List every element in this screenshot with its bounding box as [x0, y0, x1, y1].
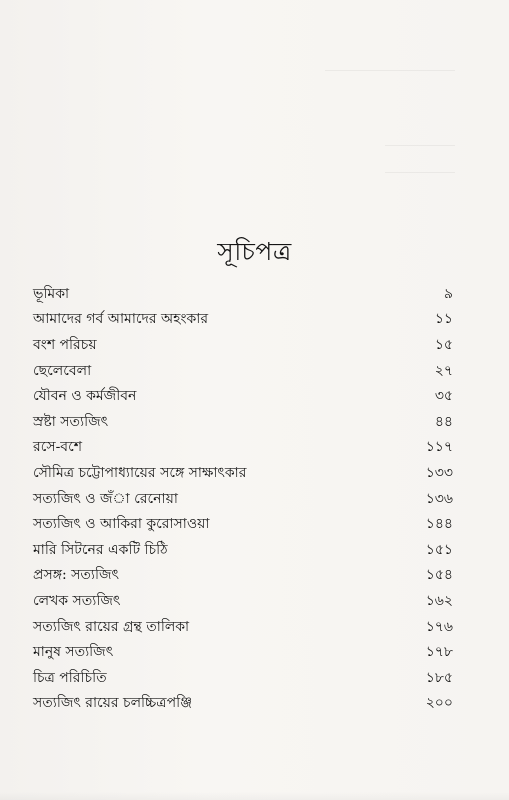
toc-entry-page-number: ১৭৮: [425, 644, 453, 661]
toc-entry-title: সত্যজিৎ রায়ের চলচ্চিত্রপঞ্জি: [33, 695, 193, 712]
table-of-contents: [33, 281, 453, 716]
toc-entry-page-number: ১৪৪: [425, 516, 453, 533]
toc-entry-title: মারি সিটনের একটি চিঠি: [33, 541, 168, 558]
toc-entry: [33, 537, 453, 563]
toc-entry-page-number: ২০০: [425, 695, 453, 712]
toc-entry-page-number: ১১: [434, 311, 453, 328]
toc-entry: [33, 358, 453, 384]
toc-entry-title: সত্যজিৎ ও আকিরা কুরোসাওয়া: [33, 516, 210, 533]
show-through-mark: [385, 172, 455, 174]
toc-entry: [33, 691, 453, 717]
toc-entry-page-number: ১৬২: [425, 592, 453, 609]
toc-entry: [33, 332, 453, 358]
page-title: সূচিপত্র: [217, 237, 292, 266]
toc-entry-page-number: ১১৭: [425, 439, 453, 456]
toc-entry-title: ভূমিকা: [33, 285, 70, 302]
toc-entry-title: প্রসঙ্গ: সত্যজিৎ: [33, 567, 119, 584]
toc-entry: [33, 563, 453, 589]
toc-entry-page-number: ৯: [443, 285, 453, 302]
toc-entry: [33, 281, 453, 307]
toc-entry-page-number: ১৭৬: [425, 618, 453, 635]
toc-entry-page-number: ১৫: [434, 336, 453, 353]
toc-entry: [33, 486, 453, 512]
toc-entry: [33, 639, 453, 665]
show-through-mark: [385, 145, 455, 147]
toc-entry-page-number: ১৮৫: [425, 669, 453, 686]
toc-entry: [33, 460, 453, 486]
toc-entry: [33, 307, 453, 333]
show-through-mark: [325, 70, 455, 72]
toc-entry-title: সত্যজিৎ ও জঁা রেনোয়া: [33, 490, 178, 507]
toc-entry: [33, 614, 453, 640]
toc-entry-title: সৌমিত্র চট্টোপাধ্যায়ের সঙ্গে সাক্ষাৎকার: [33, 464, 247, 481]
toc-entry: [33, 588, 453, 614]
toc-entry-title: আমাদের গর্ব আমাদের অহংকার: [33, 311, 209, 328]
toc-entry-page-number: ১৩৩: [425, 464, 453, 481]
toc-entry-title: চিত্র পরিচিতি: [33, 669, 107, 686]
toc-entry: [33, 435, 453, 461]
toc-entry-page-number: ৩৫: [434, 388, 453, 405]
toc-entry-page-number: ১৫৪: [425, 567, 453, 584]
toc-entry-title: লেখক সত্যজিৎ: [33, 592, 121, 609]
toc-entry-page-number: ২৭: [434, 362, 453, 379]
toc-entry-page-number: ৪৪: [434, 413, 453, 430]
toc-entry-page-number: ১৩৬: [425, 490, 453, 507]
toc-entry-title: ছেলেবেলা: [33, 362, 92, 379]
toc-entry-title: স্রষ্টা সত্যজিৎ: [33, 413, 109, 430]
page-edge-shadow: [0, 792, 509, 800]
toc-entry: [33, 511, 453, 537]
toc-entry-title: মানুষ সত্যজিৎ: [33, 644, 114, 661]
toc-entry-title: বংশ পরিচয়: [33, 336, 97, 353]
toc-entry: [33, 383, 453, 409]
toc-entry-title: রসে-বশে: [33, 439, 83, 456]
toc-entry-title: যৌবন ও কর্মজীবন: [33, 388, 137, 405]
toc-entry-page-number: ১৫১: [425, 541, 453, 558]
toc-entry-title: সত্যজিৎ রায়ের গ্রন্থ তালিকা: [33, 618, 190, 635]
toc-entry: [33, 409, 453, 435]
toc-entry: [33, 665, 453, 691]
